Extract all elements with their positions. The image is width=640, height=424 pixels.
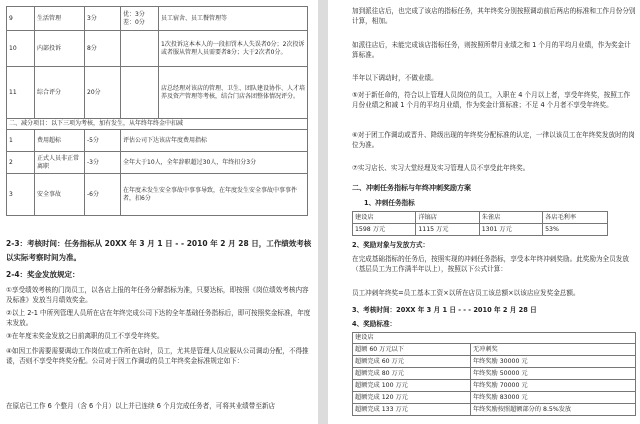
- row-score: 3分: [85, 7, 121, 31]
- reward-threshold: 超额完成 60 万元: [353, 356, 471, 368]
- row-item: 生活管理: [35, 7, 85, 31]
- reward-standard-table: [352, 332, 636, 416]
- sprint-target-table: [352, 211, 608, 236]
- deduct-row: [7, 130, 308, 152]
- reward-amount: 无冲刺奖: [471, 344, 636, 356]
- row-rule: [121, 67, 159, 119]
- assessment-row: [7, 7, 308, 31]
- sprint-period-heading: 3、考核时间：20XX 年 3 月 1 日 - - - 2010 年 2 月 28 日: [352, 306, 537, 314]
- reward-threshold: 超额完成 100 万元: [353, 380, 471, 392]
- reward-threshold: 超额 60 万元以下: [353, 344, 471, 356]
- target-header: 朱雀店: [479, 212, 542, 224]
- bonus-rule-4: ④如因工作需要需要调动工作岗位或工作所在店时，员工，尤其是管理人员应服从公司调动分配，不得推诿，否则不享受年终奖分配。公司对于因工作调动的员工年终奖金标准规定如下：: [6, 347, 309, 365]
- row-number: 10: [7, 31, 35, 67]
- reward-amount: 年终奖励 83000 元: [471, 392, 636, 404]
- bonus-rule-4-detail: 在原店已工作 6 个整月（含 6 个月）以上并已连续 6 个月完成任务者，可将其业绩带至新店: [6, 402, 276, 410]
- reward-threshold: 超额完成 120 万元: [353, 392, 471, 404]
- deduct-score: -6分: [85, 174, 121, 216]
- reward-amount: 年终奖励按照超额部分的 8.5%发放: [471, 404, 636, 416]
- row-rule: 优：3分 差：0分: [121, 7, 159, 31]
- section-2-title: 二、冲刺任务指标与年终冲刺奖励方案: [352, 184, 471, 192]
- deduct-criteria: 评估公司下达该店年度费用指标: [121, 130, 308, 152]
- document-page-right: [328, 0, 640, 424]
- row-score: 20分: [85, 67, 121, 119]
- award-formula: 员工冲刺年终奖=员工基本工资×以所在店员工该总额×以该店应发奖金总额。: [352, 289, 580, 297]
- assessment-period-heading: 2-3：考核时间：任务指标从 20XX 年 3 月 1 日 - - 2010 年 2 月 28 日，工作绩效考核以实际考察时间为准。: [6, 239, 312, 262]
- row-rule: [121, 31, 159, 67]
- deduct-item: 安全事故: [35, 174, 85, 216]
- reward-table-store: 建设店: [353, 333, 636, 344]
- row-item: 内部投诉: [35, 31, 85, 67]
- reward-row: [353, 392, 636, 404]
- reward-amount: 年终奖励 30000 元: [471, 356, 636, 368]
- row-score: 8分: [85, 31, 121, 67]
- row-number: 11: [7, 67, 35, 119]
- reward-row: [353, 404, 636, 416]
- deduct-number: 1: [7, 130, 35, 152]
- page-gutter: [318, 0, 328, 424]
- bonus-rule-7: ⑦实习店长、实习大堂经理及实习管理人员不享受此年终奖。: [352, 164, 530, 172]
- deduct-number: 2: [7, 152, 35, 174]
- row-criteria: 员工宿舍、员工餐管理等: [159, 7, 308, 31]
- assessment-table: [6, 6, 308, 216]
- transfer-rule-a: 加到派往店后，也完成了该店的指标任务，其年终奖分别按照调动前后两店的标准和工作月份分别计算，相加。: [352, 7, 636, 25]
- deduct-row: [7, 174, 308, 216]
- deduct-item: 费用超标: [35, 130, 85, 152]
- row-criteria: 1次投诉这本本人的一段扣罚本人失误者0分；2次投诉或者服从管理人员需要者8分；大于2次者0分。: [159, 31, 308, 67]
- row-item: 综合评分: [35, 67, 85, 119]
- row-number: 9: [7, 7, 35, 31]
- reward-row: [353, 380, 636, 392]
- target-value: 1115 万元: [416, 224, 479, 236]
- deduct-header: 二、减分项目：以下三项为考核，加有发生，从年终年终金中扣减: [7, 119, 308, 130]
- target-value: 53%: [543, 224, 608, 236]
- deduct-item: 正式人员非正常离职: [35, 152, 85, 174]
- target-header: 洋镐店: [416, 212, 479, 224]
- transfer-rule-c: 半年以下调动时，不做业绩。: [352, 74, 438, 82]
- target-header: 各店毛利率: [543, 212, 608, 224]
- reward-amount: 年终奖励 70000 元: [471, 380, 636, 392]
- bonus-rule-1: ①享受绩效考核的门岗员工，以各店上报的年任务分解指标为准，只要达标，即按照《岗位绩效考核内容及标准》发放当月绩效奖金。: [6, 286, 309, 304]
- deduct-score: -3分: [85, 152, 121, 174]
- award-method-heading: 2、奖励对象与发放方式：: [352, 241, 430, 249]
- transfer-rule-b: 如派往店后，未能完成该店指标任务，则按照所带月业绩之和 1 个月的平均月业绩，作为奖金计算标准。: [352, 41, 631, 59]
- deduct-criteria: 在年度未发生安全事故中事事导致，在年度发生安全事故中事事件者，扣6分: [121, 174, 308, 216]
- target-value: 1598 万元: [353, 224, 416, 236]
- reward-threshold: 超额完成 80 万元: [353, 368, 471, 380]
- reward-threshold: 超额完成 133 万元: [353, 404, 471, 416]
- reward-amount: 年终奖励 50000 元: [471, 368, 636, 380]
- target-header: 建设店: [353, 212, 416, 224]
- bonus-rules-heading: 2-4：奖金发放规定：: [6, 270, 80, 279]
- sprint-target-heading: 1、冲刺任务指标: [364, 199, 415, 207]
- bonus-rule-6: ⑥对于团工作调动或晋升、降级出现的年终奖分配标准的认定，一律以该员工在年终奖发放时的岗位为准。: [352, 131, 635, 149]
- target-value: 1301 万元: [479, 224, 542, 236]
- document-page-left: [0, 0, 318, 424]
- deduct-number: 3: [7, 174, 35, 216]
- reward-row: [353, 344, 636, 356]
- assessment-row: [7, 67, 308, 119]
- reward-row: [353, 356, 636, 368]
- reward-standard-heading: 4、奖励标准：: [352, 320, 397, 328]
- award-method-text: 在完成基础指标的任务后，按照实现的冲刺任务指标，享受本年终冲刺奖励。此奖励为全员发放（基层员工为工作满半年以上），按照以下公式计算：: [352, 255, 629, 273]
- bonus-rule-5: ⑤对于新任命的，符合以上管理人员岗位的员工，入职在 4 个月以上者，享受年终奖，按照工作月份业绩之和减 1 个月的平均月业绩，作为奖金计算标准；不足 4 个月者不享受年终奖。: [352, 91, 631, 109]
- assessment-row: [7, 31, 308, 67]
- bonus-rule-2: ②以上 2-1 中所列管理人员所在店在年终完成公司下达的全年基础任务指标后，即可按照奖金标准，年度末发放。: [6, 309, 311, 327]
- row-criteria: 店总经理对该店的管理、卫生、团队建设协作、人才培养及资产管理等考核，结合门店各团整体情况评分。: [159, 67, 308, 119]
- deduct-criteria: 全年大于10人，全年辞职超过30人，年终扣分3分: [121, 152, 308, 174]
- reward-row: [353, 368, 636, 380]
- deduct-row: [7, 152, 308, 174]
- deduct-score: -5分: [85, 130, 121, 152]
- bonus-rule-3: ③在年度末奖金发放之日前离职的员工不享受年终奖。: [6, 332, 164, 340]
